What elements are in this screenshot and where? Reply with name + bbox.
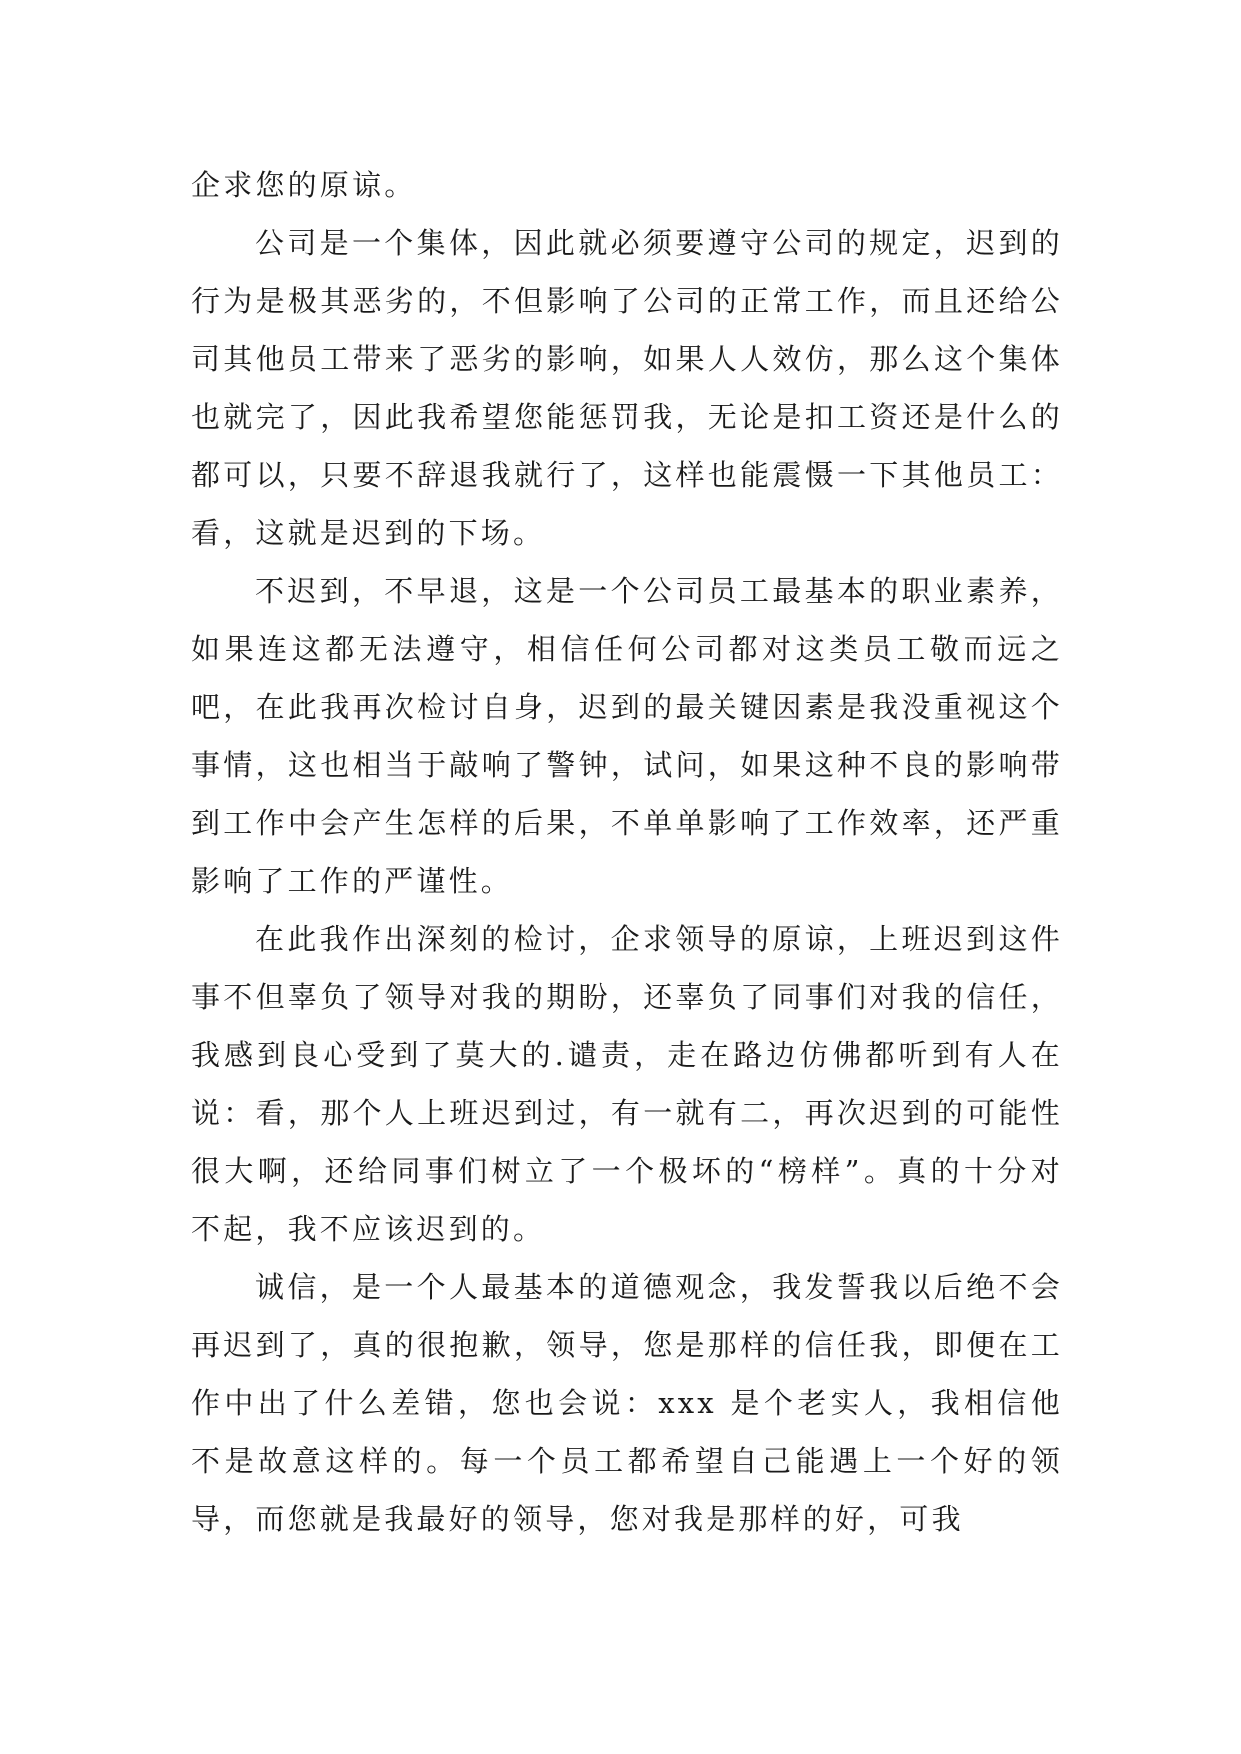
paragraph-company-rules: 公司是一个集体，因此就必须要遵守公司的规定，迟到的行为是极其恶劣的，不但影响了公司的正常工作，而且还给公司其他员工带来了恶劣的影响，如果人人效仿，那么这个集体也就完了，因此我希望您能惩罚我，无论是扣工资还是什么的都可以，只要不辞退我就行了，这样也能震慑一下其他员工：看，这就是迟到的下场。 bbox=[191, 226, 1063, 550]
paragraph-apology: 在此我作出深刻的检讨，企求领导的原谅，上班迟到这件事不但辜负了领导对我的期盼，还辜负了同事们对我的信任，我感到良心受到了莫大的.谴责，走在路边仿佛都听到有人在说：看，那个人上班迟到过，有一就有二，再次迟到的可能性很大啊，还给同事们树立了一个极坏的“榜样”。真的十分对不起，我不应该迟到的。 bbox=[191, 922, 1063, 1246]
paragraph-continuation: 企求您的原谅。 bbox=[191, 168, 417, 202]
document-body bbox=[191, 156, 1063, 1548]
paragraph-professional-conduct: 不迟到，不早退，这是一个公司员工最基本的职业素养，如果连这都无法遵守，相信任何公司都对这类员工敬而远之吧，在此我再次检讨自身，迟到的最关键因素是我没重视这个事情，这也相当于敲响了警钟，试问，如果这种不良的影响带到工作中会产生怎样的后果，不单单影响了工作效率，还严重影响了工作的严谨性。 bbox=[191, 574, 1063, 898]
paragraph-integrity: 诚信，是一个人最基本的道德观念，我发誓我以后绝不会再迟到了，真的很抱歉，领导，您是那样的信任我，即便在工作中出了什么差错，您也会说：xxx 是个老实人，我相信他不是故意这样的。每一个员工都希望自己能遇上一个好的领导，而您就是我最好的领导，您对我是那样的好，可我 bbox=[191, 1270, 1063, 1536]
